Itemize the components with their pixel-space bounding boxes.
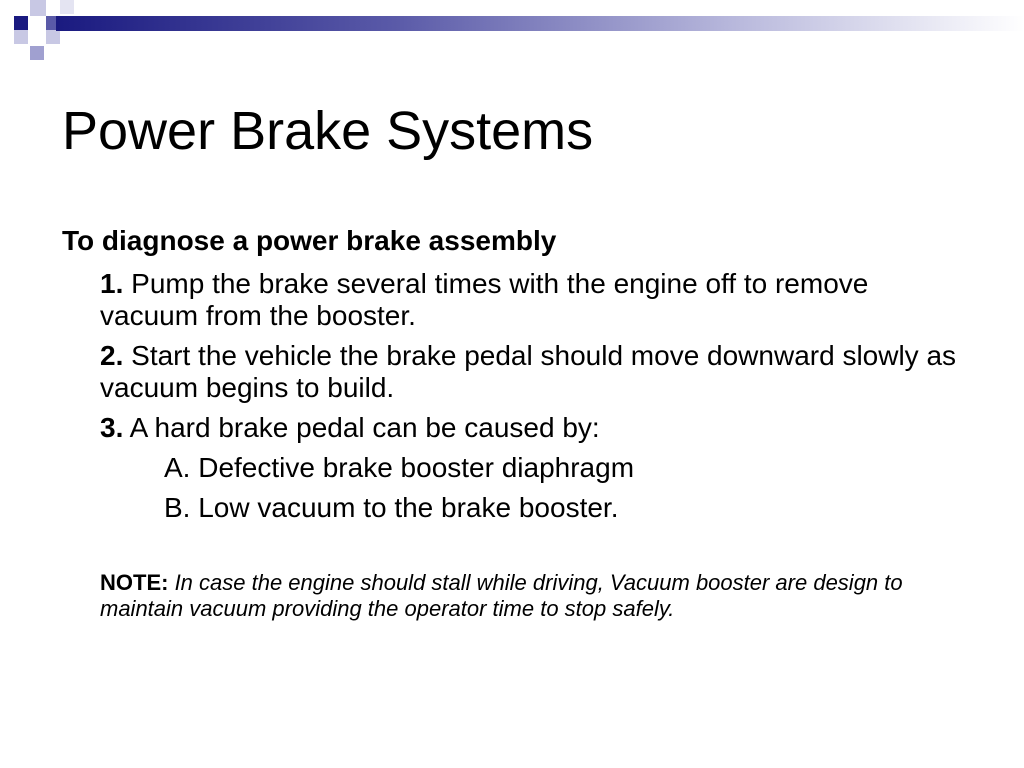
note-paragraph [100, 570, 950, 622]
slide-title: Power Brake Systems [62, 101, 594, 161]
section-heading: To diagnose a power brake assembly [62, 225, 557, 256]
slide-body [62, 222, 962, 622]
step-item [100, 412, 962, 444]
step-number: 3. [100, 412, 124, 443]
decor-square [60, 0, 74, 14]
decor-square [46, 30, 60, 44]
header-gradient-bar [56, 16, 1024, 31]
step-item [100, 268, 962, 332]
decor-square [14, 16, 28, 30]
step-number: 1. [100, 268, 124, 299]
decor-square [30, 0, 46, 16]
step-text: A hard brake pedal can be caused by: [123, 412, 600, 443]
decor-square [14, 30, 28, 44]
step-text: Pump the brake several times with the engine off to remove vacuum from the booster. [100, 268, 869, 331]
note-label: NOTE: [100, 570, 169, 595]
step-text: Start the vehicle the brake pedal should move downward slowly as vacuum begins to build. [100, 340, 957, 403]
step-item [100, 340, 962, 404]
cause-item: B. Low vacuum to the brake booster. [164, 492, 619, 523]
decor-square [30, 46, 44, 60]
cause-item: A. Defective brake booster diaphragm [164, 452, 635, 483]
note-text: In case the engine should stall while driving, Vacuum booster are design to maintain vacuum providing the operator time to stop safely. [100, 570, 903, 621]
step-number: 2. [100, 340, 124, 371]
decor-square [30, 30, 46, 46]
